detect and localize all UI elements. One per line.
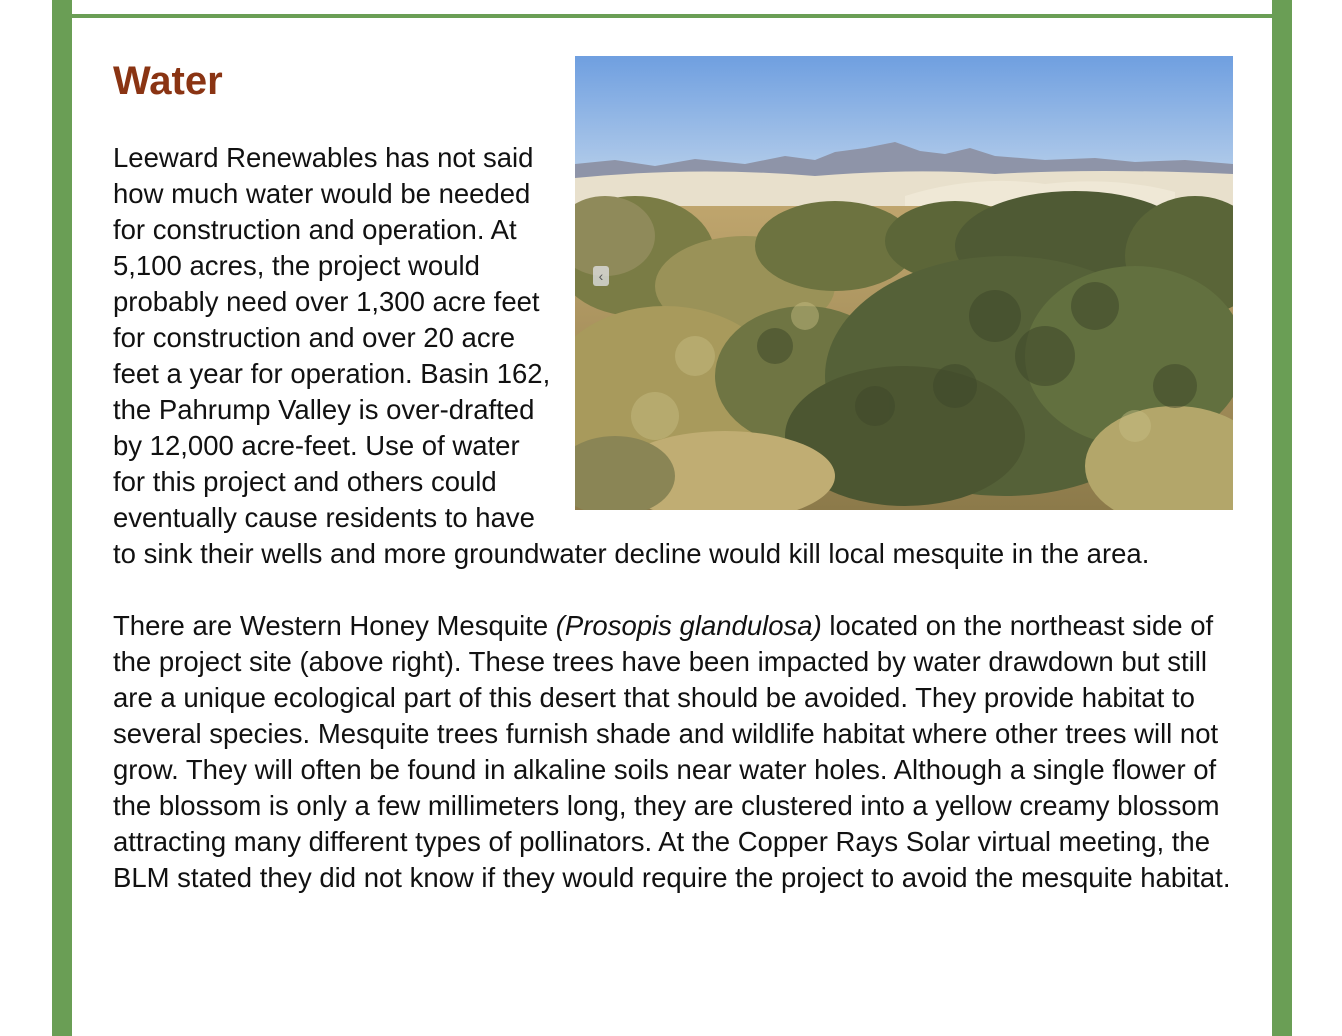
- mesquite-photo: [575, 56, 1233, 510]
- mesquite-text-rest: located on the northeast side of the project site (above right). These trees have been impacted by water drawdown but still are a unique ecological part of this desert that should be avoided. They provide habitat to several species. Mesquite trees furnish shade and wildlife habitat where other trees will not grow. They will often be found in alkaline soils near water holes. Although a single flower of the blossom is only a few millimeters long, they are clustered into a yellow creamy blossom attracting many different types of pollinators. At the Copper Rays Solar virtual meeting, the BLM stated they did not know if they would require the project to avoid the mesquite habitat.: [113, 610, 1231, 893]
- desert-landscape-image: [575, 56, 1233, 510]
- water-section: [113, 56, 1233, 896]
- previous-image-button[interactable]: ‹: [593, 266, 609, 286]
- section-title: Water: [113, 59, 223, 103]
- water-usage-paragraph: Leeward Renewables has not said how much water would be needed for construction and operation. At 5,100 acres, the project would probably need over 1,300 acre feet for construction and over 20 acre feet a year for operation. Basin 162, the Pahrump Valley is over-drafted by 12,000 acre-feet. Use of water for this project and others could eventually cause residents to have to sink their wells and more groundwater decline would kill local mesquite in the area.: [113, 142, 1150, 569]
- mesquite-text-start: There are Western Honey Mesquite: [113, 610, 556, 641]
- mesquite-paragraph: [113, 608, 1233, 896]
- species-name: (Prosopis glandulosa): [555, 610, 822, 641]
- top-divider: [72, 14, 1272, 18]
